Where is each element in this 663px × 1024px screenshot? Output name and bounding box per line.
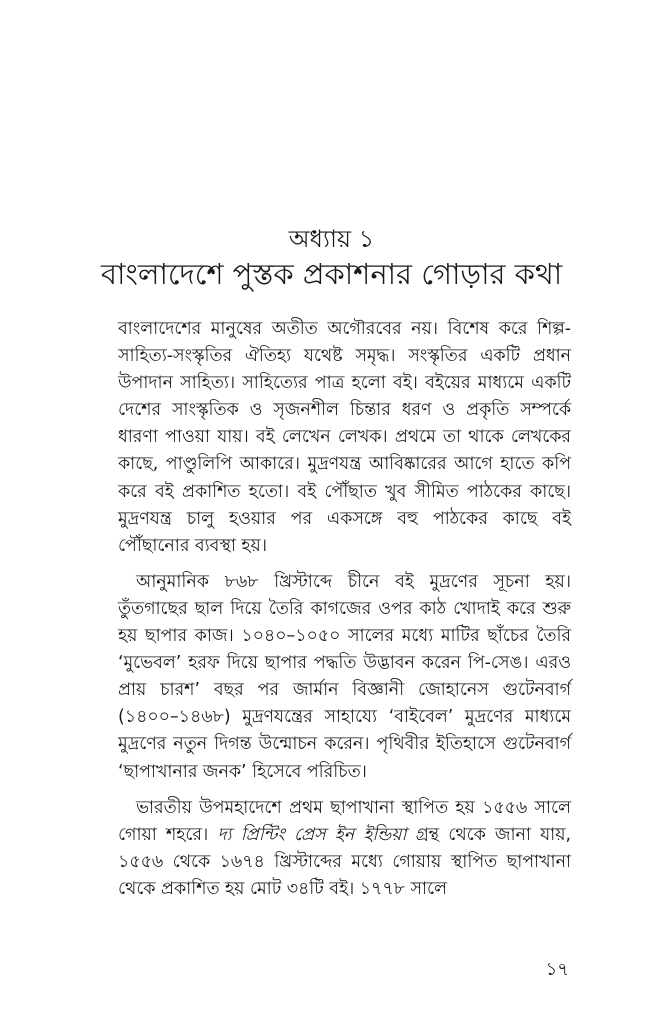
paragraph-1: বাংলাদেশের মানুষের অতীত অগৌরবের নয়। বিশেষ করে শিল্প-সাহিত্য-সংস্কৃতির ঐতিহ্য যথেষ্ট সমৃদ্ধ। সংস্কৃতির একটি প্রধান উপাদান সাহিত্য। সাহিত্যের পাত্র হলো বই। বইয়ের মাধ্যমে একটি দেশের সাংস্কৃতিক ও সৃজনশীল চিন্তার ধরণ ও প্রকৃতি সম্পর্কে ধারণা পাওয়া যায়। বই লেখেন লেখক। প্রথমে তা থাকে লেখকের কাছে, পাণ্ডুলিপি আকারে। মুদ্রণযন্ত্র আবিষ্কারের আগে হাতে কপি করে বই প্রকাশিত হতো। বই পৌঁছাত খুব সীমিত পাঠকের কাছে। মুদ্রণযন্ত্র চালু হওয়ার পর একসঙ্গে বহু পাঠকের কাছে বই পৌঁছানোর ব্যবস্থা হয়। <box>118 319 571 556</box>
paragraph-3-text-end: গ্রন্থ থেকে জানা যায়, ১৫৫৬ থেকে ১৬৭৪ খ্রিস্টাব্দের মধ্যে গোয়ায় স্থাপিত ছাপাখানা থেকে প্রকাশিত হয় মোট ৩৪টি বই। ১৭৭৮ সালে <box>118 824 571 899</box>
chapter-title: বাংলাদেশে পুস্তক প্রকাশনার গোড়ার কথা <box>100 257 563 291</box>
paragraph-2: আনুমানিক ৮৬৮ খ্রিস্টাব্দে চীনে বই মুদ্রণের সূচনা হয়। তুঁতগাছের ছাল দিয়ে তৈরি কাগজের ওপর কাঠ খোদাই করে শুরু হয় ছাপার কাজ। ১০৪০–১০৫০ সালের মধ্যে মাটির ছাঁচের তৈরি ‘মুভেবল’ হরফ দিয়ে ছাপার পদ্ধতি উদ্ভাবন করেন পি-সেঙ। এরও প্রায় চারশ’ বছর পর জার্মান বিজ্ঞানী জোহানেস গুটেনবার্গ (১৪০০–১৪৬৮) মুদ্রণযন্ত্রের সাহায্যে ‘বাইবেল’ মুদ্রণের মাধ্যমে মুদ্রণের নতুন দিগন্ত উন্মোচন করেন। পৃথিবীর ইতিহাসে গুটেনবার্গ ‘ছাপাখানার জনক’ হিসেবে পরিচিত। <box>118 571 571 782</box>
body-text <box>118 316 571 903</box>
book-title-italic: দ্য প্রিন্টিং প্রেস ইন ইন্ডিয়া <box>217 824 407 845</box>
page-number: ১৭ <box>545 959 569 980</box>
chapter-label: অধ্যায় ১ <box>288 225 375 253</box>
paragraph-3-text-start: ভারতীয় উপমহাদেশে প্রথম ছাপাখানা স্থাপিত হয় ১৫৫৬ সালে গোয়া শহরে। <box>118 797 571 845</box>
paragraph-3 <box>118 795 571 903</box>
